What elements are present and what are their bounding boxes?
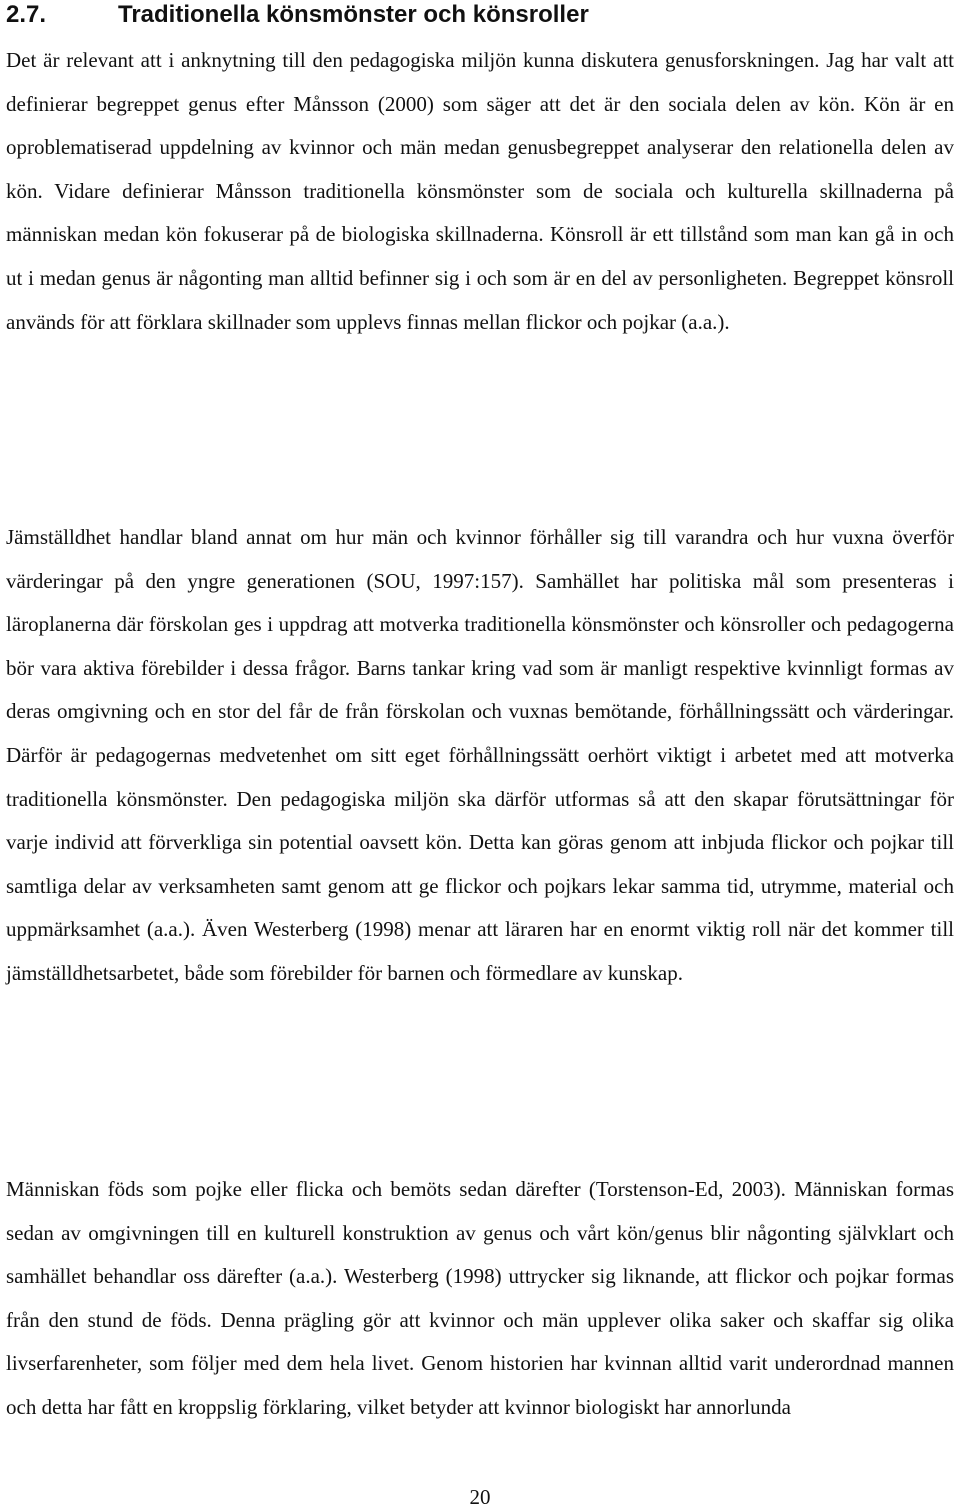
section-title: Traditionella könsmönster och könsroller xyxy=(118,1,589,28)
page-number: 20 xyxy=(469,1485,491,1509)
paragraph-genus-definition: Det är relevant att i anknytning till den pedagogiska miljön kunna diskutera genusforskningen. Jag har valt att definierar begreppet genus efter Månsson (2000) som säger att det är den sociala delen av kön. Kön är en oproblematiserad uppdelning av kvinnor och män medan genusbegreppet analyserar den relationella delen av kön. Vidare definierar Månsson traditionella könsmönster som de sociala och kulturella skillnaderna på människan medan kön fokuserar på de biologiska skillnaderna. Könsroll är ett tillstånd som man kan gå in och ut i medan genus är någonting man alltid befinner sig i och som är en del av personligheten. Begreppet könsroll används för att förklara skillnader som upplevs finnas mellan flickor och pojkar (a.a.). xyxy=(6,48,954,334)
section-number: 2.7. xyxy=(6,1,47,28)
paragraph-jamstalldhet: Jämställdhet handlar bland annat om hur män och kvinnor förhåller sig till varandra och hur vuxna överför värderingar på den yngre generationen (SOU, 1997:157). Samhället har politiska mål som presenteras i läroplanerna där förskolan ges i uppdrag att motverka traditionella könsmönster och könsroller och pedagogerna bör vara aktiva förebilder i dessa frågor. Barns tankar kring vad som är manligt respektive kvinnligt formas av deras omgivning och en stor del får de från förskolan och vuxnas bemötande, förhållningssätt och värderingar. Därför är pedagogernas medvetenhet om sitt eget förhållningssätt oerhört viktigt i arbetet med att motverka traditionella könsmönster. Den pedagogiska miljön ska därför utformas så att den skapar förutsättningar för varje individ att förverkliga sin potential oavsett kön. Detta kan göras genom att inbjuda flickor och pojkar till samtliga delar av verksamheten samt genom att ge flickor och pojkars lekar samma tid, utrymme, material och uppmärksamhet (a.a.). Även Westerberg (1998) menar att läraren har en enormt viktig roll när det kommer till jämställdhetsarbetet, både som förebilder för barnen och förmedlare av kunskap. xyxy=(6,525,954,985)
paragraph-manniskan-fods: Människan föds som pojke eller flicka och bemöts sedan därefter (Torstenson-Ed, 2003). Människan formas sedan av omgivningen till en kulturell konstruktion av genus och vårt kön/genus blir någonting självklart och samhället behandlar oss därefter (a.a.). Westerberg (1998) uttrycker sig liknande, att flickor och pojkar formas från den stund de föds. Denna prägling gör att kvinnor och män upplever olika saker och skaffar sig olika livserfarenheter, som följer med dem hela livet. Genom historien har kvinnan alltid varit underordnad mannen och detta har fått en kroppslig förklaring, vilket betyder att kvinnor biologiskt har annorlunda xyxy=(6,1177,954,1419)
document-page xyxy=(6,0,954,1509)
section-heading xyxy=(6,0,589,30)
